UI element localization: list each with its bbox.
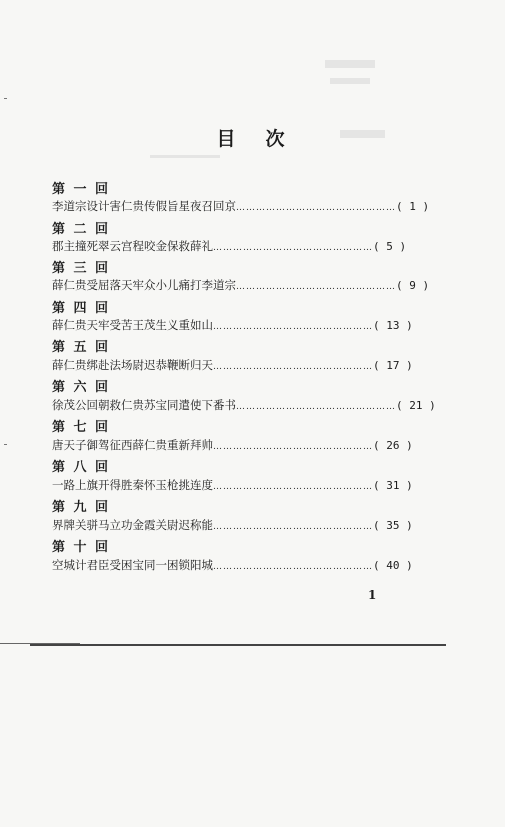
toc-entry[interactable] <box>52 238 407 254</box>
leader-dots: ………………………………………… <box>213 522 373 532</box>
entry-title-right: 尉迟恭鞭断归天 <box>132 358 213 372</box>
divider-line <box>30 644 446 646</box>
entry-title-left: 界牌关骈马立功 <box>52 518 133 532</box>
chapter-heading: 第 八 回 <box>52 460 111 475</box>
entry-title-right: 薛仁贵重新拜帅 <box>132 438 213 452</box>
leader-dots: ………………………………………… <box>213 562 373 572</box>
page-title <box>0 124 505 151</box>
page-ref: ( 13 ) <box>373 319 413 332</box>
chapter-heading: 第 四 回 <box>52 301 111 316</box>
chapter-heading: 第 九 回 <box>52 500 111 515</box>
entry-title-right: 众小儿痛打李道宗 <box>144 278 236 292</box>
entry-title-left: 徐茂公回朝救仁贵 <box>52 398 144 412</box>
toc-entry[interactable] <box>52 198 430 214</box>
toc-entry[interactable] <box>52 357 413 373</box>
entry-title-left: 李道宗设计害仁贵 <box>52 199 144 213</box>
entry-title-right: 程咬金保救薛礼 <box>132 239 213 253</box>
leader-dots: ………………………………………… <box>213 243 373 253</box>
toc-entry[interactable] <box>52 397 436 413</box>
entry-title-right: 宝同一困锁阳城 <box>132 558 213 572</box>
leader-dots: ………………………………………… <box>236 402 396 412</box>
leader-dots: ………………………………………… <box>213 362 373 372</box>
toc-entry[interactable] <box>52 317 413 333</box>
entry-title-right: 传假旨星夜召回京 <box>144 199 236 213</box>
page-ref: ( 21 ) <box>396 399 436 412</box>
page-ref: ( 9 ) <box>396 279 430 292</box>
entry-title-left: 薛仁贵天牢受苦 <box>52 318 133 332</box>
toc-entry[interactable] <box>52 437 413 453</box>
leader-dots: ………………………………………… <box>236 203 396 213</box>
entry-title-left: 空城计君臣受困 <box>52 558 133 572</box>
toc-entry[interactable] <box>52 557 413 573</box>
toc-entry[interactable] <box>52 277 430 293</box>
entry-title-right: 王茂生义重如山 <box>132 318 213 332</box>
entry-title-left: 薛仁贵绑赴法场 <box>52 358 133 372</box>
toc-entry[interactable] <box>52 477 413 493</box>
chapter-heading: 第 二 回 <box>52 222 111 237</box>
entry-title-right: 秦怀玉枪挑连度 <box>132 478 213 492</box>
chapter-heading: 第 五 回 <box>52 340 111 355</box>
leader-dots: ………………………………………… <box>236 282 396 292</box>
title-char-2: 次 <box>265 128 289 150</box>
entry-title-left: 薛仁贵受屈落天牢 <box>52 278 144 292</box>
leader-dots: ………………………………………… <box>213 442 373 452</box>
chapter-heading: 第 十 回 <box>52 540 111 555</box>
page-ref: ( 5 ) <box>373 240 407 253</box>
entry-title-left: 唐天子御驾征西 <box>52 438 133 452</box>
page-ref: ( 17 ) <box>373 359 413 372</box>
entry-title-left: 郡主撞死翠云宫 <box>52 239 133 253</box>
leader-dots: ………………………………………… <box>213 322 373 332</box>
page-ref: ( 26 ) <box>373 439 413 452</box>
chapter-heading: 第 六 回 <box>52 380 111 395</box>
page-ref: ( 40 ) <box>373 559 413 572</box>
entry-title-right: 苏宝同遣使下番书 <box>144 398 236 412</box>
page-number: 1 <box>368 588 377 602</box>
entry-title-left: 一路上旗开得胜 <box>52 478 133 492</box>
leader-dots: ………………………………………… <box>213 482 373 492</box>
page-ref: ( 1 ) <box>396 200 430 213</box>
chapter-heading: 第 三 回 <box>52 261 111 276</box>
toc-entry[interactable] <box>52 517 413 533</box>
page-ref: ( 31 ) <box>373 479 413 492</box>
page-ref: ( 35 ) <box>373 519 413 532</box>
chapter-heading: 第 一 回 <box>52 182 111 197</box>
entry-title-right: 金霞关尉迟称能 <box>132 518 213 532</box>
title-char-1: 目 <box>216 128 240 150</box>
chapter-heading: 第 七 回 <box>52 420 111 435</box>
